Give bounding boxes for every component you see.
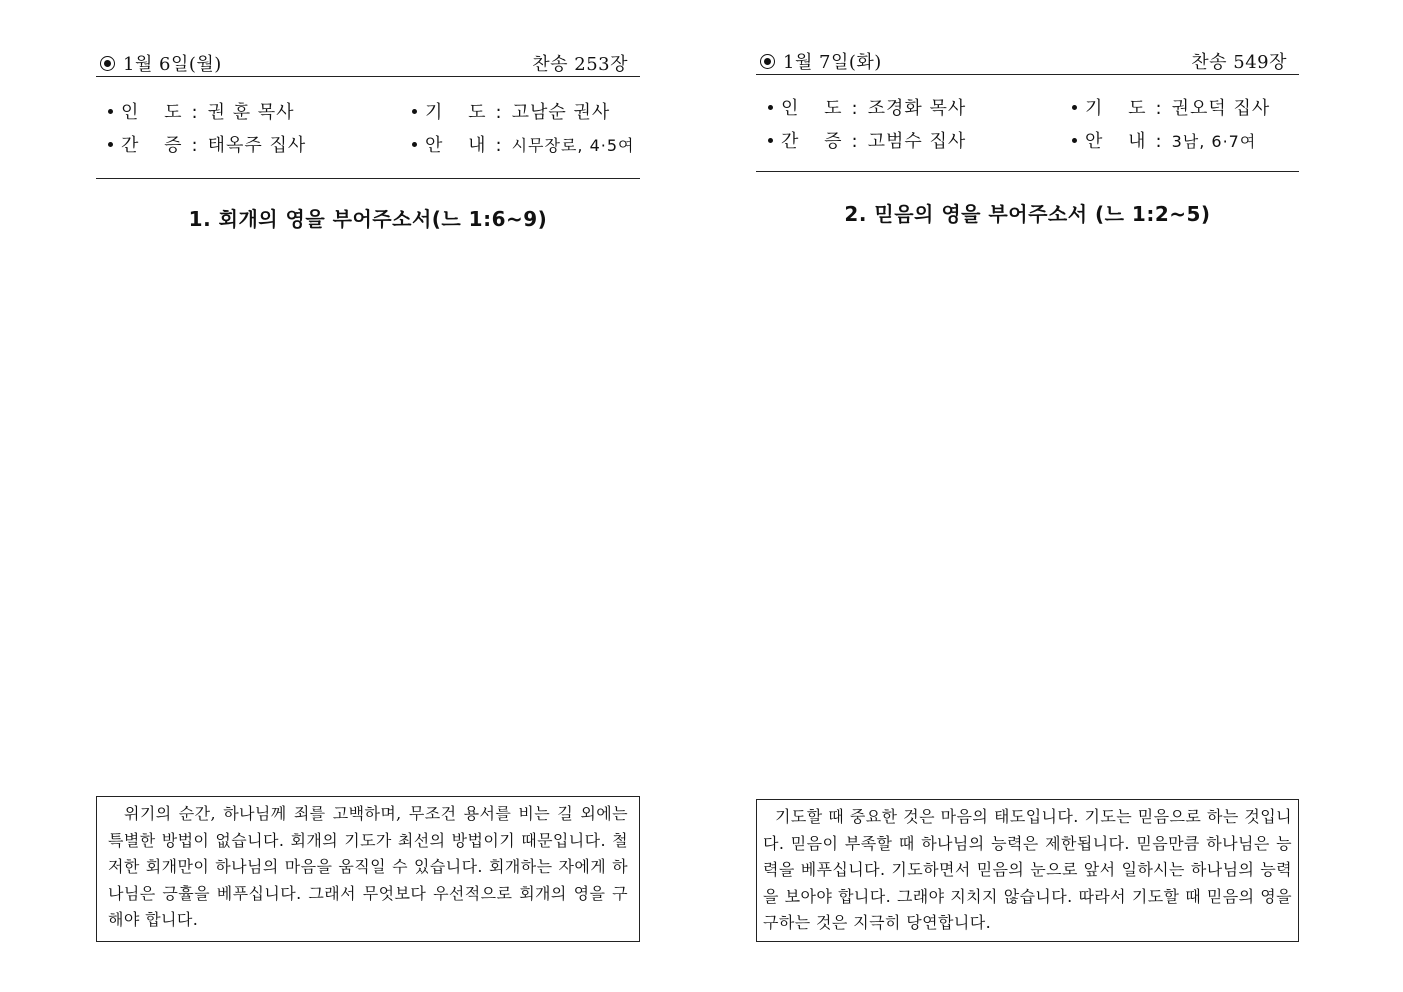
bullet-icon bbox=[768, 105, 773, 110]
role-label: 안 내 bbox=[425, 135, 496, 156]
role-guide bbox=[1072, 127, 1256, 153]
role-value: 권오덕 집사 bbox=[1171, 98, 1271, 119]
divider bbox=[96, 178, 640, 179]
bullet-icon bbox=[1072, 105, 1077, 110]
role-lead bbox=[108, 98, 295, 124]
role-value: 조경화 목사 bbox=[867, 98, 967, 119]
bullseye-icon bbox=[100, 56, 115, 71]
hymn-number: 찬송 549장 bbox=[1191, 52, 1287, 73]
role-prayer bbox=[412, 98, 610, 124]
role-lead bbox=[768, 94, 966, 120]
role-row bbox=[96, 98, 640, 131]
role-prayer bbox=[1072, 94, 1270, 120]
role-separator: : bbox=[851, 98, 858, 119]
role-guide bbox=[412, 131, 634, 157]
sermon-title: 2. 믿음의 영을 부어주소서 (느 1:2~5) bbox=[844, 202, 1211, 226]
bullet-icon bbox=[108, 142, 113, 147]
role-label: 간 증 bbox=[121, 135, 192, 156]
bullet-icon bbox=[412, 142, 417, 147]
role-value: 고남순 권사 bbox=[511, 102, 611, 123]
service-roles bbox=[96, 98, 640, 164]
role-separator: : bbox=[191, 135, 198, 156]
meditation-box: 기도할 때 중요한 것은 마음의 태도입니다. 기도는 믿음으로 하는 것입니다. 믿음이 부족할 때 하나님의 능력은 제한됩니다. 믿음만큼 하나님은 능력을 베푸십니다. 기도하면서 믿음의 눈으로 앞서 일하시는 하나님의 능력을 보아야 합니다. 그래야 지치지 않습니다. 따라서 기도할 때 믿음의 영을 구하는 것은 지극히 당연합니다. bbox=[756, 799, 1299, 942]
role-separator: : bbox=[191, 102, 198, 123]
bullet-icon bbox=[108, 109, 113, 114]
role-label: 인 도 bbox=[121, 102, 192, 123]
meditation-box: 위기의 순간, 하나님께 죄를 고백하며, 무조건 용서를 비는 길 외에는 특별한 방법이 없습니다. 회개의 기도가 최선의 방법이기 때문입니다. 철저한 회개만이 하나님의 마음을 움직일 수 있습니다. 회개하는 자에게 하나님은 긍휼을 베푸십니다. 그래서 무엇보다 우선적으로 회개의 영을 구해야 합니다. bbox=[96, 796, 640, 942]
role-row bbox=[756, 127, 1299, 160]
role-label: 간 증 bbox=[781, 131, 852, 152]
service-roles bbox=[756, 94, 1299, 160]
bullseye-icon bbox=[760, 54, 775, 69]
role-value: 시무장로, 4·5여 bbox=[511, 136, 635, 155]
divider bbox=[756, 171, 1299, 172]
role-row bbox=[756, 94, 1299, 127]
date-line bbox=[100, 50, 222, 76]
hymn-number: 찬송 253장 bbox=[532, 54, 628, 75]
date-line bbox=[760, 48, 882, 74]
date-text: 1월 6일(월) bbox=[123, 54, 222, 75]
role-separator: : bbox=[1155, 98, 1162, 119]
bullet-icon bbox=[768, 138, 773, 143]
bullet-icon bbox=[1072, 138, 1077, 143]
bullet-icon bbox=[412, 109, 417, 114]
date-text: 1월 7일(화) bbox=[783, 52, 882, 73]
role-label: 기 도 bbox=[425, 102, 496, 123]
role-value: 3남, 6·7여 bbox=[1171, 132, 1257, 151]
role-value: 태옥주 집사 bbox=[207, 135, 307, 156]
role-label: 안 내 bbox=[1085, 131, 1156, 152]
role-value: 권 훈 목사 bbox=[207, 102, 295, 123]
role-testimony bbox=[768, 127, 966, 153]
role-testimony bbox=[108, 131, 306, 157]
role-separator: : bbox=[1155, 131, 1162, 152]
page-header bbox=[756, 44, 1299, 75]
role-label: 기 도 bbox=[1085, 98, 1156, 119]
role-separator: : bbox=[495, 102, 502, 123]
role-label: 인 도 bbox=[781, 98, 852, 119]
sermon-title: 1. 회개의 영을 부어주소서(느 1:6~9) bbox=[188, 207, 548, 231]
role-row bbox=[96, 131, 640, 164]
role-separator: : bbox=[495, 135, 502, 156]
role-separator: : bbox=[851, 131, 858, 152]
page-header bbox=[96, 46, 640, 77]
role-value: 고범수 집사 bbox=[867, 131, 967, 152]
